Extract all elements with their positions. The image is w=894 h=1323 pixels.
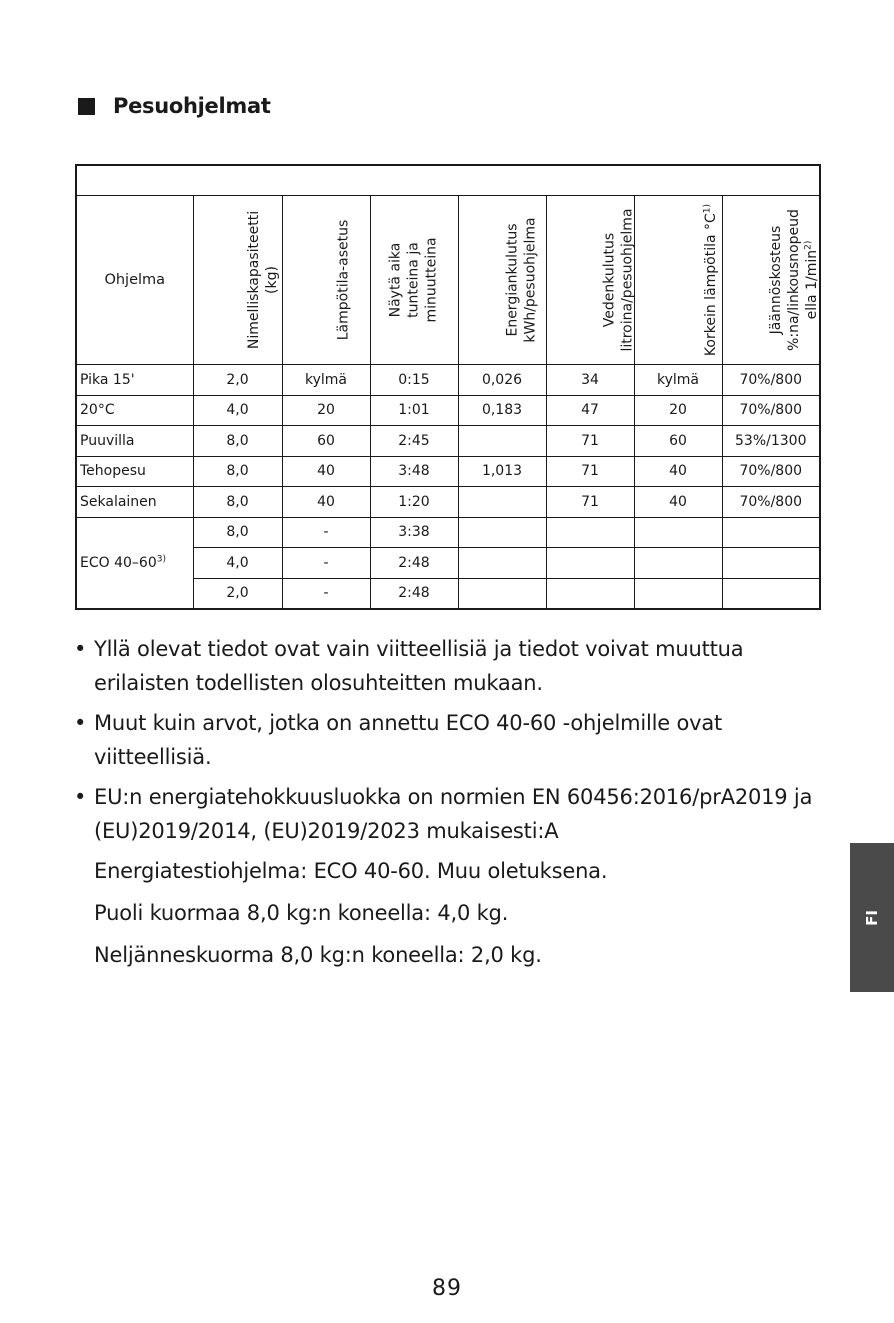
note-paragraph: Energiatestiohjelma: ECO 40-60. Muu oletuksena. <box>94 859 608 883</box>
bullet-icon: • <box>74 711 87 735</box>
table-row-eco: 2,0 - 2:48 <box>76 578 820 609</box>
bullet-icon: • <box>74 785 87 809</box>
language-side-tab <box>850 843 894 992</box>
bullet-icon: • <box>74 637 87 661</box>
table-row: Pika 15' 2,0 kylmä 0:15 0,026 34 kylmä 70%/800 <box>76 365 820 396</box>
notes-section <box>74 632 834 980</box>
table-header-row <box>76 196 820 365</box>
heading-square-icon <box>78 98 95 115</box>
header-max-temp: Korkein lämpötila $^\circ C^{1)}$ <box>634 196 722 365</box>
table-row: 20°C 4,0 20 1:01 0,183 47 20 70%/800 <box>76 395 820 426</box>
header-water: Vedenkulutus litroina/pesuohjelma <box>546 196 634 365</box>
table-row: Puuvilla 8,0 60 2:45 71 60 53%/1300 <box>76 426 820 457</box>
header-temp-setting: Lämpötila-asetus <box>282 196 370 365</box>
header-duration: Näytä aika tunteina ja minuutteina <box>370 196 458 365</box>
eco-program-cell: ECO 40–60$^{3)}$ <box>76 517 193 609</box>
table-title-row <box>76 165 820 196</box>
header-program: Ohjelma <box>76 196 193 365</box>
note-item: • Muut kuin arvot, jotka on annettu ECO 40-60 -ohjelmille ovat viitteellisiä. <box>74 706 834 774</box>
note-paragraph: Neljänneskuorma 8,0 kg:n koneella: 2,0 kg. <box>94 943 542 967</box>
note-item: • Yllä olevat tiedot ovat vain viitteellisiä ja tiedot voivat muuttua erilaisten todellisten olosuhteitten mukaan. <box>74 632 834 700</box>
table-row-eco: ECO 40–60$^{3)}$ 8,0 - 3:38 <box>76 517 820 548</box>
note-item: • EU:n energiatehokkuusluokka on normien EN 60456:2016/prA2019 ja (EU)2019/2014, (EU)2019/2023 mukaisesti:A <box>74 780 834 848</box>
header-capacity: Nimelliskapasiteetti (kg) <box>193 196 282 365</box>
section-heading <box>78 94 271 118</box>
table-row: Sekalainen 8,0 40 1:20 71 40 70%/800 <box>76 487 820 518</box>
language-label: FI <box>862 909 881 926</box>
table-row: Tehopesu 8,0 40 3:48 1,013 71 40 70%/800 <box>76 456 820 487</box>
table-row-eco: 4,0 - 2:48 <box>76 548 820 579</box>
programs-table <box>75 164 821 610</box>
page-number: 89 <box>432 1276 462 1301</box>
header-energy: Energiankulutus kWh/pesuohjelma <box>458 196 546 365</box>
note-paragraph: Puoli kuormaa 8,0 kg:n koneella: 4,0 kg. <box>94 901 509 925</box>
section-title: Pesuohjelmat <box>113 94 271 118</box>
header-moisture: Jäännöskosteus %:na/linkousnopeud ella $1/\min^{2)}$ <box>722 196 820 365</box>
